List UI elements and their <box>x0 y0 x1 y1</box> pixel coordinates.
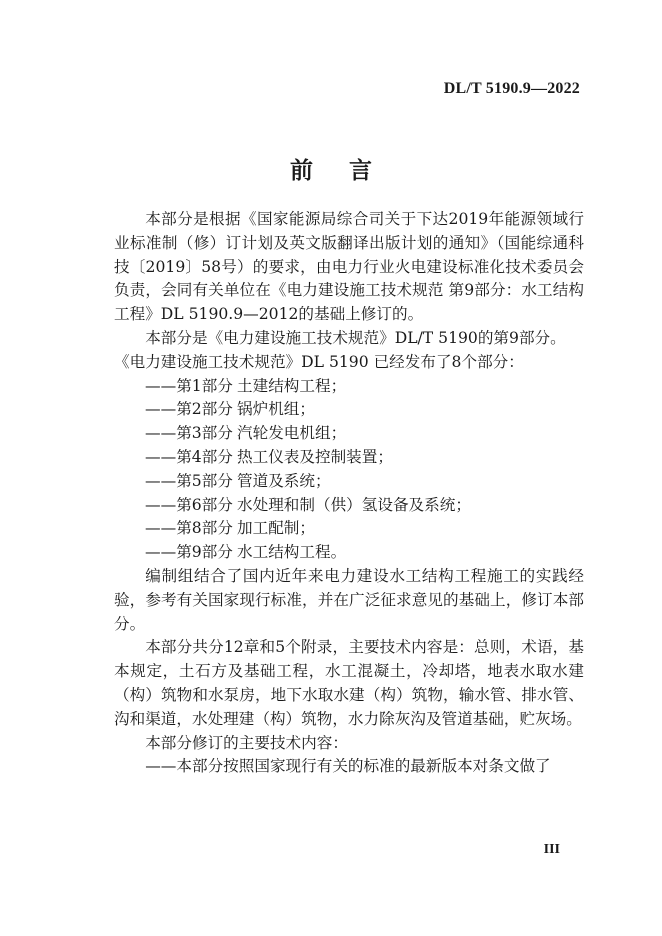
part-name: 土建结构工程； <box>237 376 347 395</box>
paragraph-contents: 本部分共分12章和5个附录，主要技术内容是：总则，术语，基本规定，土石方及基础工程，水工混凝土，冷却塔，地表水取水建（构）筑物和水泵房，地下水取水建（构）筑物，输水管、排水管、沟和渠道，水处理建（构）筑物，水力除灰沟及管道基础，贮灰场。 <box>114 638 584 728</box>
list-item <box>114 375 584 399</box>
part-name: 水处理和制（供）氢设备及系统； <box>237 495 471 514</box>
part-number: ——第4部分 <box>145 447 233 466</box>
paragraph-published-parts: 《电力建设施工技术规范》DL 5190 已经发布了8个部分： <box>114 352 524 371</box>
paragraph-part-of-series: 本部分是《电力建设施工技术规范》DL/T 5190的第9部分。 <box>145 328 566 347</box>
paragraph-revision-heading: 本部分修订的主要技术内容： <box>145 733 348 752</box>
paragraph-basis: 本部分是根据《国家能源局综合司关于下达2019年能源领域行业标准制（修）订计划及英文版翻译出版计划的通知》（国能综通科技〔2019〕58号）的要求，由电力行业火电建设标准化技术委员会负责，会同有关单位在《电力建设施工技术规范 第9部分：水工结构工程》DL 5190.9—2012的基础上修订的。 <box>114 210 584 324</box>
list-item <box>114 422 584 446</box>
part-name: 水工结构工程。 <box>237 543 347 562</box>
list-item <box>114 470 584 494</box>
part-number: ——第2部分 <box>145 400 233 419</box>
list-item <box>114 494 584 518</box>
part-name: 加工配制； <box>237 519 315 538</box>
list-item <box>114 398 584 422</box>
document-body <box>114 208 584 779</box>
list-item <box>114 446 584 470</box>
parts-list <box>114 375 584 565</box>
part-number: ——第9部分 <box>145 543 233 562</box>
part-number: ——第8部分 <box>145 519 233 538</box>
part-number: ——第1部分 <box>145 376 233 395</box>
paragraph-revision-item: ——本部分按照国家现行有关的标准的最新版本对条文做了 <box>145 757 551 776</box>
list-item <box>114 517 584 541</box>
paragraph-drafting: 编制组结合了国内近年来电力建设水工结构工程施工的实践经验，参考有关国家现行标准，并在广泛征求意见的基础上，修订本部分。 <box>114 566 584 633</box>
part-name: 锅炉机组； <box>237 400 315 419</box>
part-name: 管道及系统； <box>237 471 331 490</box>
list-item <box>114 541 584 565</box>
standard-code: DL/T 5190.9—2022 <box>443 80 580 97</box>
part-name: 热工仪表及控制装置； <box>237 447 393 466</box>
page-number: III <box>543 842 560 857</box>
page-title: 前言 <box>290 157 408 184</box>
part-number: ——第5部分 <box>145 471 233 490</box>
part-name: 汽轮发电机组； <box>237 424 347 443</box>
part-number: ——第3部分 <box>145 424 233 443</box>
part-number: ——第6部分 <box>145 495 233 514</box>
